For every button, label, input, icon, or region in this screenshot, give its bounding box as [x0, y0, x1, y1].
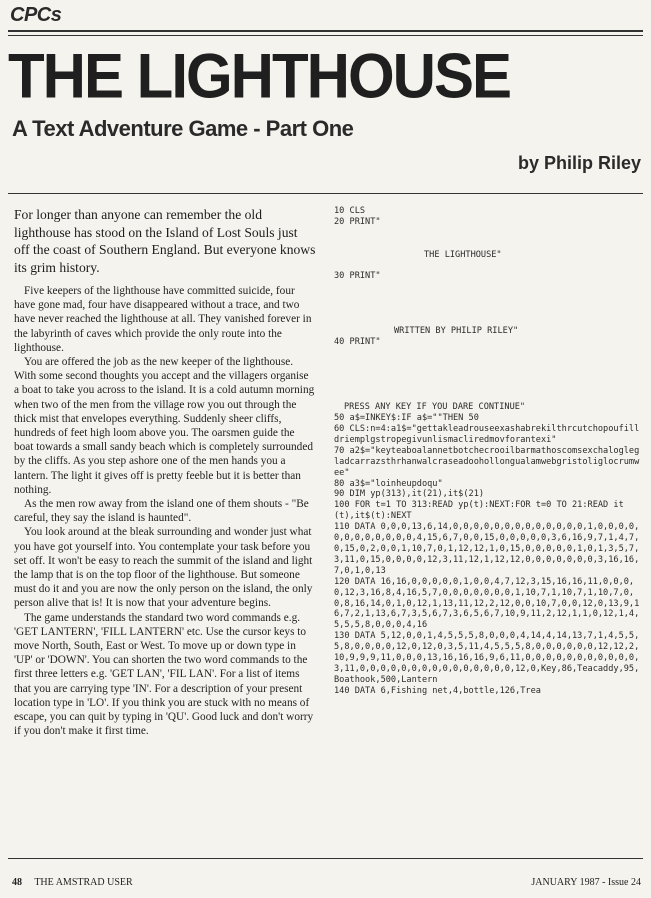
code-line: 20 PRINT": [334, 216, 381, 227]
code-line-prompt-text: PRESS ANY KEY IF YOU DARE CONTINUE": [344, 402, 526, 413]
code-line: 130 DATA 5,12,0,0,1,4,5,5,5,8,0,0,0,4,14,4,14,13,7,1,4,5,5,5,8,0,0,0,0,12,0,12,0,3,5,11,4,5,5,5,8,0,0,0,0,0,0,12,12,2,10,9,9,9,11,0,0,0,13,16,16,16,9,6,11,0,0,0,0,0,0,0,0,0,0,0,3,11,0,0,0,0,0,0,0,0,0,0,0,0,0,0,0,12,0,Key,86,Teacaddy,95,Boathook,500,Lantern: [334, 631, 640, 685]
code-line: 30 PRINT": [334, 271, 381, 282]
page-number: 48: [12, 877, 22, 888]
byline: by Philip Riley: [517, 153, 641, 173]
code-line: 100 FOR t=1 TO 313:READ yp(t):NEXT:FOR t=0 TO 21:READ it(t),it$(t):NEXT: [334, 500, 624, 522]
code-line: 120 DATA 16,16,0,0,0,0,0,1,0,0,4,7,12,3,15,16,16,11,0,0,0,0,12,3,16,8,4,16,5,7,0,0,0,0,0,0,0,1,10,7,1,10,7,1,10,7,0,0,8,16,14,0,1,0,12,1,13,11,12,2,12,0,0,10,7,0,0,12,0,13,9,16,7,2,1,13,6,7,3,5,6,7,3,6,5,6,7,10,9,11,2,12,1,1,0,12,1,4,5,5,5,8,0,0,0,4,16: [334, 576, 640, 631]
body-paragraph: You look around at the bleak surrounding and wonder just what you have got yourself into. You contemplate your task before you set off. It won't be easy to reach the summit of the island and light the lamp that is on the top floor of the lighthouse. But someone must do it and you are now the only person on the island, the only person alive that is! It is now that your adventure begins.: [14, 526, 313, 610]
body-paragraph: You are offered the job as the new keeper of the lighthouse. With some second thoughts you accept and the villagers organise a boat to take you across to the island. It is a cold autumn morning when two of the men from the village row you out through the thick mist that envelopes everything. Suddenly sheer cliffs, hundreds of feet high loom above you. The oarsmen guide the boat towards a small sandy beach which is completely surrounded by the cliffs. As you step ashore one of the men hands you a lantern. The light it gives off is pretty feeble but it is better than nothing.: [14, 356, 315, 496]
body-paragraph: Five keepers of the lighthouse have committed suicide, four have gone mad, four have disappeared without a trace, and two have never reached the lighthouse at all. They vanished forever in the labyrinth of caves which provide the only route into the lighthouse.: [14, 285, 312, 354]
code-line: 60 CLS:n=4:a1$="gettakleadrouseexashabrekilthrcutchopoufilldriemplgstropegivunlismacliredmovforantexi": [334, 424, 640, 445]
body-paragraph: As the men row away from the island one of them shouts - "Be careful, they say the island is haunted".: [14, 498, 309, 525]
code-line: 80 a3$="loinheupdoqu": [334, 478, 443, 489]
article-title: THE LIGHTHOUSE: [8, 41, 511, 112]
magazine-name: THE AMSTRAD USER: [34, 877, 133, 888]
header-rule: [8, 30, 643, 32]
title-divider: [8, 193, 643, 194]
code-line: 50 a$=INKEY$:IF a$=""THEN 50: [334, 413, 479, 424]
lead-paragraph: For longer than anyone can remember the old lighthouse has stood on the Island of Lost Souls just off the coast of Southern England. But everyone knows its grim history.: [14, 207, 316, 275]
code-line-title-text: THE LIGHTHOUSE": [424, 249, 502, 260]
section-tag: CPCs: [10, 4, 62, 26]
article-text-column: [14, 206, 316, 739]
code-line: 10 CLS: [334, 206, 366, 216]
footer-rule: [8, 858, 643, 859]
header-rule-thin: [8, 35, 643, 36]
code-line: 140 DATA 6,Fishing net,4,bottle,126,Trea: [334, 685, 541, 696]
body-paragraph: The game understands the standard two word commands e.g. 'GET LANTERN', 'FILL LANTERN' etc. Use the cursor keys to move North, South, East or West. To move up or down type in 'UP' or 'DOWN'. You can shorten the two word commands to the first three letters e.g. 'GET LAN', 'FIL LAN'. For a list of items that you are carrying type 'IN'. For a description of your present location type in 'LO'. If you think you are stuck with no means of escape, you can quit by typing in 'QU'. Good luck and don't worry if you don't make it first time.: [14, 611, 314, 738]
code-line: 110 DATA 0,0,0,13,6,14,0,0,0,0,0,0,0,0,0,0,0,0,0,1,0,0,0,0,0,0,0,0,0,0,0,0,4,15,6,7,0,0,15,0,0,0,0,0,3,6,16,9,7,1,4,7,0,15,0,2,0,0,1,10,7,0,1,12,12,1,0,15,0,0,0,0,0,1,0,1,3,5,7,3,11,0,15,0,0,0,0,12,3,11,12,1,12,12,0,0,0,0,0,0,0,3,16,16,7,0,1,0,13: [334, 522, 640, 576]
article-subtitle: A Text Adventure Game - Part One: [12, 116, 354, 141]
program-listing: [334, 206, 640, 697]
code-line: 90 DIM yp(313),it(21),it$(21): [334, 489, 485, 500]
code-line: 40 PRINT": [334, 336, 381, 347]
issue-info: JANUARY 1987 - Issue 24: [531, 877, 641, 888]
footer-left: [12, 877, 133, 888]
code-line-author-text: WRITTEN BY PHILIP RILEY": [394, 325, 519, 336]
code-line: 70 a2$="keyteaboalannetbotchecrooilbarmathoscomsexchaloglegladcarrazsthrhanwalcraseadoohollongualamwebgristoliglocrumwee": [334, 445, 640, 478]
